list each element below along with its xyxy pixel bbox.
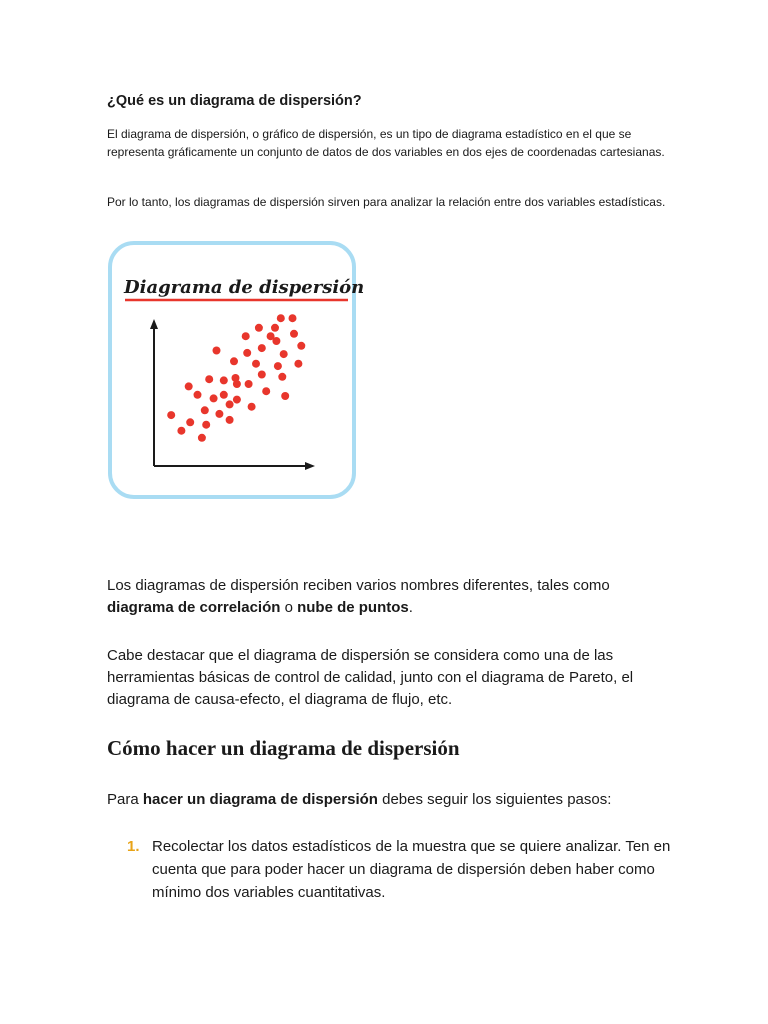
data-point [245, 380, 253, 388]
how-to-heading: Cómo hacer un diagrama de dispersión [107, 736, 460, 760]
data-point [186, 418, 194, 426]
point-cloud-term: nube de puntos [297, 599, 409, 616]
data-point [274, 362, 282, 370]
data-point [215, 410, 223, 418]
quality-tools-paragraph: Cabe destacar que el diagrama de dispersión se considera como una de las herramientas básicas de control de calidad, junto con el diagrama de Pareto, el diagrama de causa-efecto, el diagrama de flujo, etc. [107, 647, 634, 708]
y-axis-arrow [150, 319, 158, 329]
names-text: Los diagramas de dispersión reciben varios nombres diferentes, tales como [107, 577, 610, 594]
intro-text-end: debes seguir los siguientes pasos: [377, 791, 612, 808]
data-point [271, 324, 279, 332]
data-point [205, 375, 213, 383]
intro-bold-text: hacer un diagrama de dispersión [142, 791, 378, 808]
data-point [280, 350, 288, 358]
data-point [258, 344, 266, 352]
steps-list [107, 835, 687, 904]
data-point [255, 324, 263, 332]
data-point [177, 427, 185, 435]
data-point [230, 357, 238, 365]
data-point [198, 434, 206, 442]
data-point [258, 371, 266, 379]
data-point [233, 396, 241, 404]
data-point [185, 382, 193, 390]
section-heading: ¿Qué es un diagrama de dispersión? [107, 93, 362, 109]
names-conjunction: o [280, 599, 298, 616]
data-point [277, 314, 285, 322]
definition-paragraph: El diagrama de dispersión, o gráfico de dispersión, es un tipo de diagrama estadístico en el que se representa gráficamente un conjunto de datos de dos variables en dos ejes de coordenadas cartesianas. [107, 127, 665, 159]
figure-title: Diagrama de dispersión [124, 277, 365, 298]
scatter-plot [112, 245, 352, 495]
intro-text: Para [107, 791, 143, 808]
steps-intro-paragraph [107, 789, 667, 811]
data-point [278, 373, 286, 381]
data-point [252, 360, 260, 368]
data-point [210, 394, 218, 402]
data-point [226, 400, 234, 408]
purpose-paragraph: Por lo tanto, los diagramas de dispersión sirven para analizar la relación entre dos variables estadísticas. [107, 195, 666, 209]
step-text: Recolectar los datos estadísticos de la muestra que se quiere analizar. Ten en cuenta que para poder hacer un diagrama de dispersión deben haber como mínimo dos variables cuantitativas. [152, 838, 671, 901]
x-axis-arrow [305, 462, 315, 470]
data-point [242, 332, 250, 340]
data-point [272, 337, 280, 345]
data-point [220, 376, 228, 384]
data-point [233, 380, 241, 388]
list-item [107, 835, 687, 904]
data-point [202, 421, 210, 429]
data-point [294, 360, 302, 368]
data-point [289, 314, 297, 322]
data-point [248, 403, 256, 411]
data-point [167, 411, 175, 419]
data-point [201, 406, 209, 414]
data-point [243, 349, 251, 357]
data-point [226, 416, 234, 424]
scatter-diagram-figure [108, 241, 365, 499]
data-point [281, 392, 289, 400]
names-paragraph [107, 575, 667, 619]
data-point [290, 330, 298, 338]
step-number: 1. [127, 838, 140, 855]
names-period: . [408, 599, 413, 616]
data-point [220, 391, 228, 399]
data-point [194, 391, 202, 399]
data-point [262, 387, 270, 395]
data-point [297, 342, 305, 350]
data-point [213, 347, 221, 355]
correlation-term: diagrama de correlación [107, 599, 281, 616]
data-points [167, 314, 305, 442]
